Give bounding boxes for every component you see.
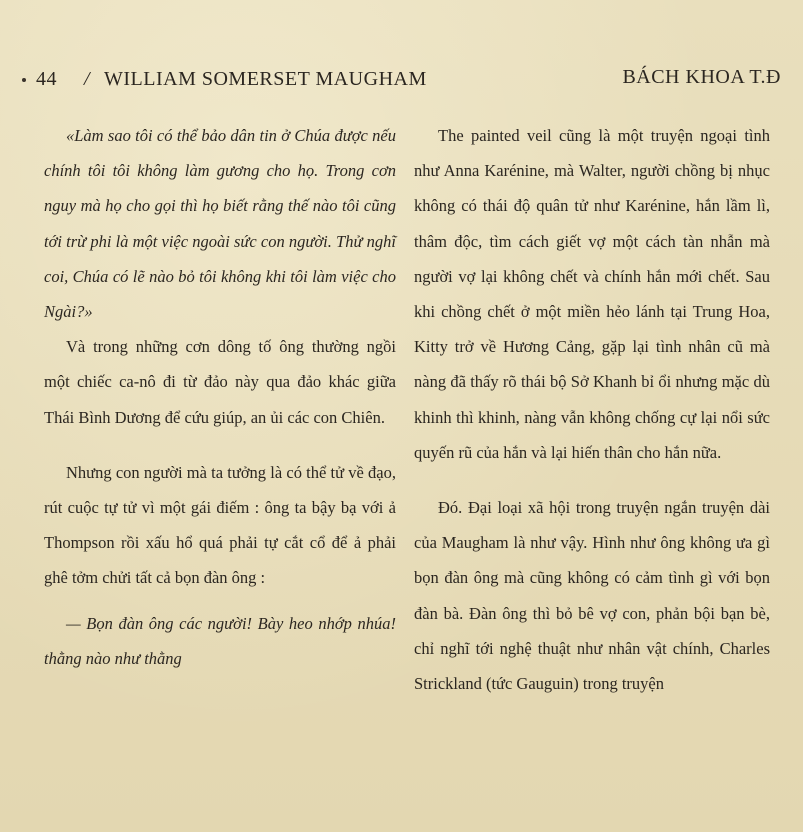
journal-title: BÁCH KHOA T.Đ	[622, 66, 781, 88]
body-paragraph: The painted veil cũng là một truyện ngoại tình như Anna Karénine, mà Walter, người chồng bị nhục không có thái độ quân tử như Karénine, hắn lầm lì, thâm độc, tìm cách giết vợ một cách tàn nhẫn mà người vợ lại không chết và chính hắn mới chết. Sau khi chồng chết ở một miền hẻo lánh tại Trung Hoa, Kitty trở về Hương Cảng, gặp lại tình nhân cũ mà nàng đã thấy rõ thái bộ Sở Khanh bỉ ổi nhưng mặc dù khinh thì khinh, nàng vẫn không chống cự lại nổi sức quyến rũ của hắn và lại hiến thân cho hắn nữa.	[414, 126, 770, 462]
quote-paragraph: — Bọn đàn ông các người! Bày heo nhớp nhúa! thằng nào như thằng	[44, 613, 396, 668]
left-column	[44, 118, 396, 676]
body-paragraph: Và trong những cơn dông tố ông thường ngồi một chiếc ca-nô đi từ đảo này qua đảo khác giữa Thái Bình Dương để cứu giúp, an ủi các con Chiên.	[44, 337, 396, 427]
body-paragraph: Nhưng con người mà ta tưởng là có thể tử về đạo, rút cuộc tự tử vì một gái điếm : ông ta bậy bạ với ả Thompson rồi xấu hổ quá phải tự cắt cổ để ả phải ghê tởm chửi tất cả bọn đàn ông :	[44, 462, 396, 588]
quote-paragraph: «Làm sao tôi có thể bảo dân tin ở Chúa được nếu chính tôi tôi không làm gương cho họ. Trong cơn nguy mà họ cho gọi thì họ biết rằng thế nào tôi cũng tới trừ phi là một việc ngoài sức con người. Thử nghĩ coi, Chúa có lẽ nào bỏ tôi không khi tôi làm việc cho Ngài?»	[44, 126, 396, 322]
body-paragraph: Đó. Đại loại xã hội trong truyện ngắn truyện dài của Maugham là như vậy. Hình như ông không ưa gì bọn đàn ông mà cũng không có cảm tình gì với bọn đàn bà. Đàn ông thì bỏ bê vợ con, phản bội bạn bè, chỉ nghĩ tới nghệ thuật như nhân vật chính, Charles Strickland (tức Gauguin) trong truyện	[414, 498, 770, 694]
running-header	[22, 64, 785, 98]
bullet-mark	[22, 78, 26, 82]
author-name: WILLIAM SOMERSET MAUGHAM	[104, 68, 427, 90]
header-separator: /	[84, 68, 91, 90]
right-column	[414, 118, 770, 701]
page-number: 44	[36, 68, 57, 90]
